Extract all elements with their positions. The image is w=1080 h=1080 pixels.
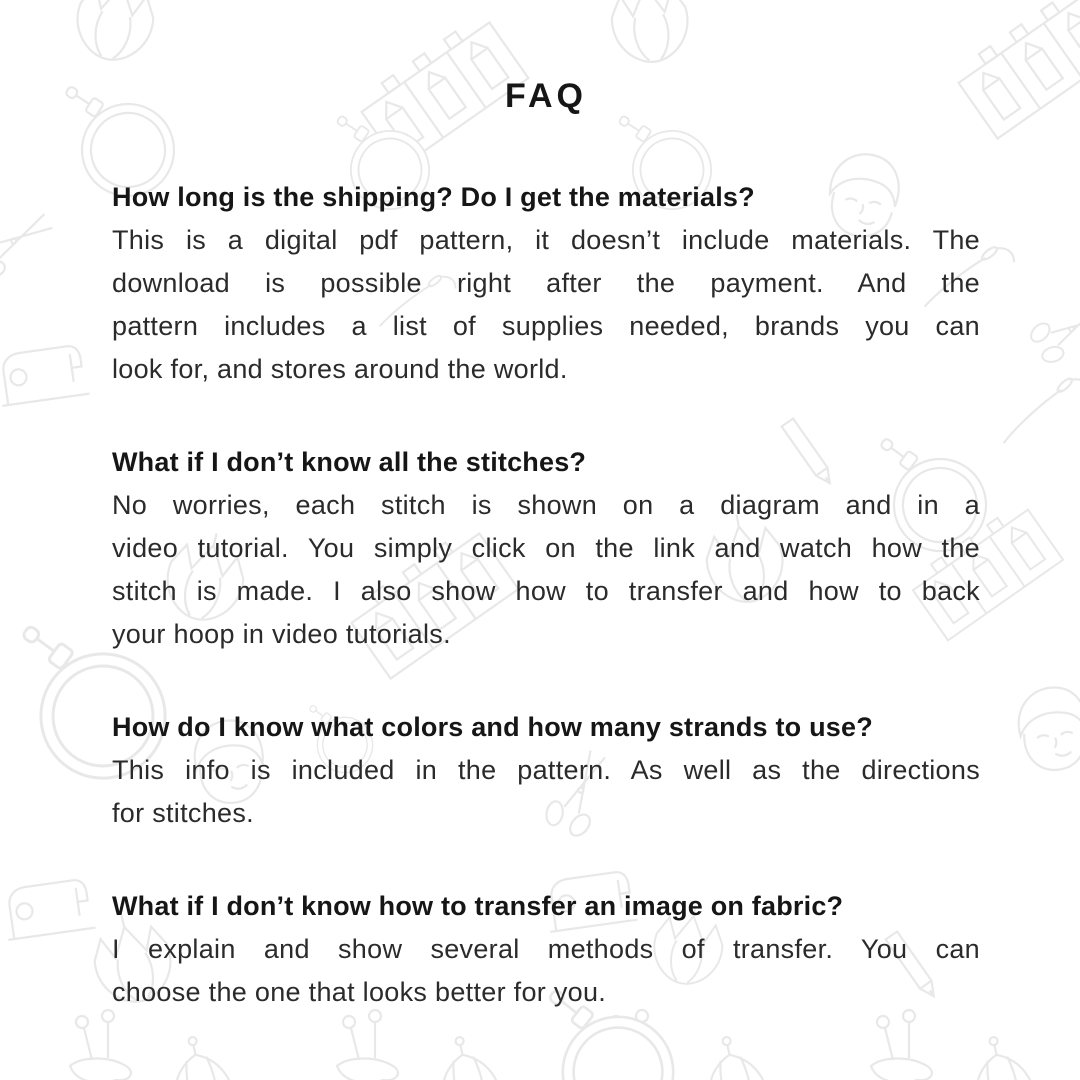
answer-line: No worries, each stitch is shown on a diagram and in a [112, 490, 980, 520]
answer-paragraph [112, 928, 980, 1014]
faq-section [112, 441, 980, 656]
pins-and-thread-icon [871, 1010, 932, 1080]
faq-content [0, 76, 1080, 1014]
faq-section [112, 176, 980, 391]
strawberry-icon [70, 0, 162, 67]
answer-line: video tutorial. You simply click on the link and watch how the [112, 533, 980, 563]
answer-line: pattern includes a list of supplies needed, brands you can [112, 311, 980, 341]
question-heading: What if I don’t know all the stitches? [112, 447, 587, 477]
answer-line: stitch is made. I also show how to transfer and how to back [112, 576, 980, 606]
answer-line: This info is included in the pattern. As well as the directions [112, 755, 980, 785]
faq-list [112, 176, 980, 1014]
question-heading: How long is the shipping? Do I get the materials? [112, 182, 755, 212]
question-heading: What if I don’t know how to transfer an image on fabric? [112, 891, 844, 921]
answer-paragraph [112, 749, 980, 835]
answer-line: download is possible right after the payment. And the [112, 268, 980, 298]
answer-paragraph [112, 219, 980, 391]
dome-building-icon [365, 1031, 506, 1080]
answer-paragraph [112, 484, 980, 656]
answer-line: choose the one that looks better for you. [112, 977, 607, 1007]
page-title: FAQ [505, 77, 587, 115]
pins-and-thread-icon [70, 1010, 131, 1080]
dome-building-icon [98, 1031, 239, 1080]
answer-line: I explain and show several methods of transfer. You can [112, 934, 980, 964]
dome-building-icon [899, 1031, 1040, 1080]
answer-line: for stitches. [112, 798, 254, 828]
question-heading: How do I know what colors and how many strands to use? [112, 712, 873, 742]
answer-line: your hoop in video tutorials. [112, 619, 451, 649]
faq-section [112, 706, 980, 835]
faq-section [112, 885, 980, 1014]
answer-line: This is a digital pdf pattern, it doesn’t include materials. The [112, 225, 980, 255]
strawberry-icon [606, 0, 693, 67]
pins-and-thread-icon [337, 1010, 398, 1080]
answer-line: look for, and stores around the world. [112, 354, 568, 384]
